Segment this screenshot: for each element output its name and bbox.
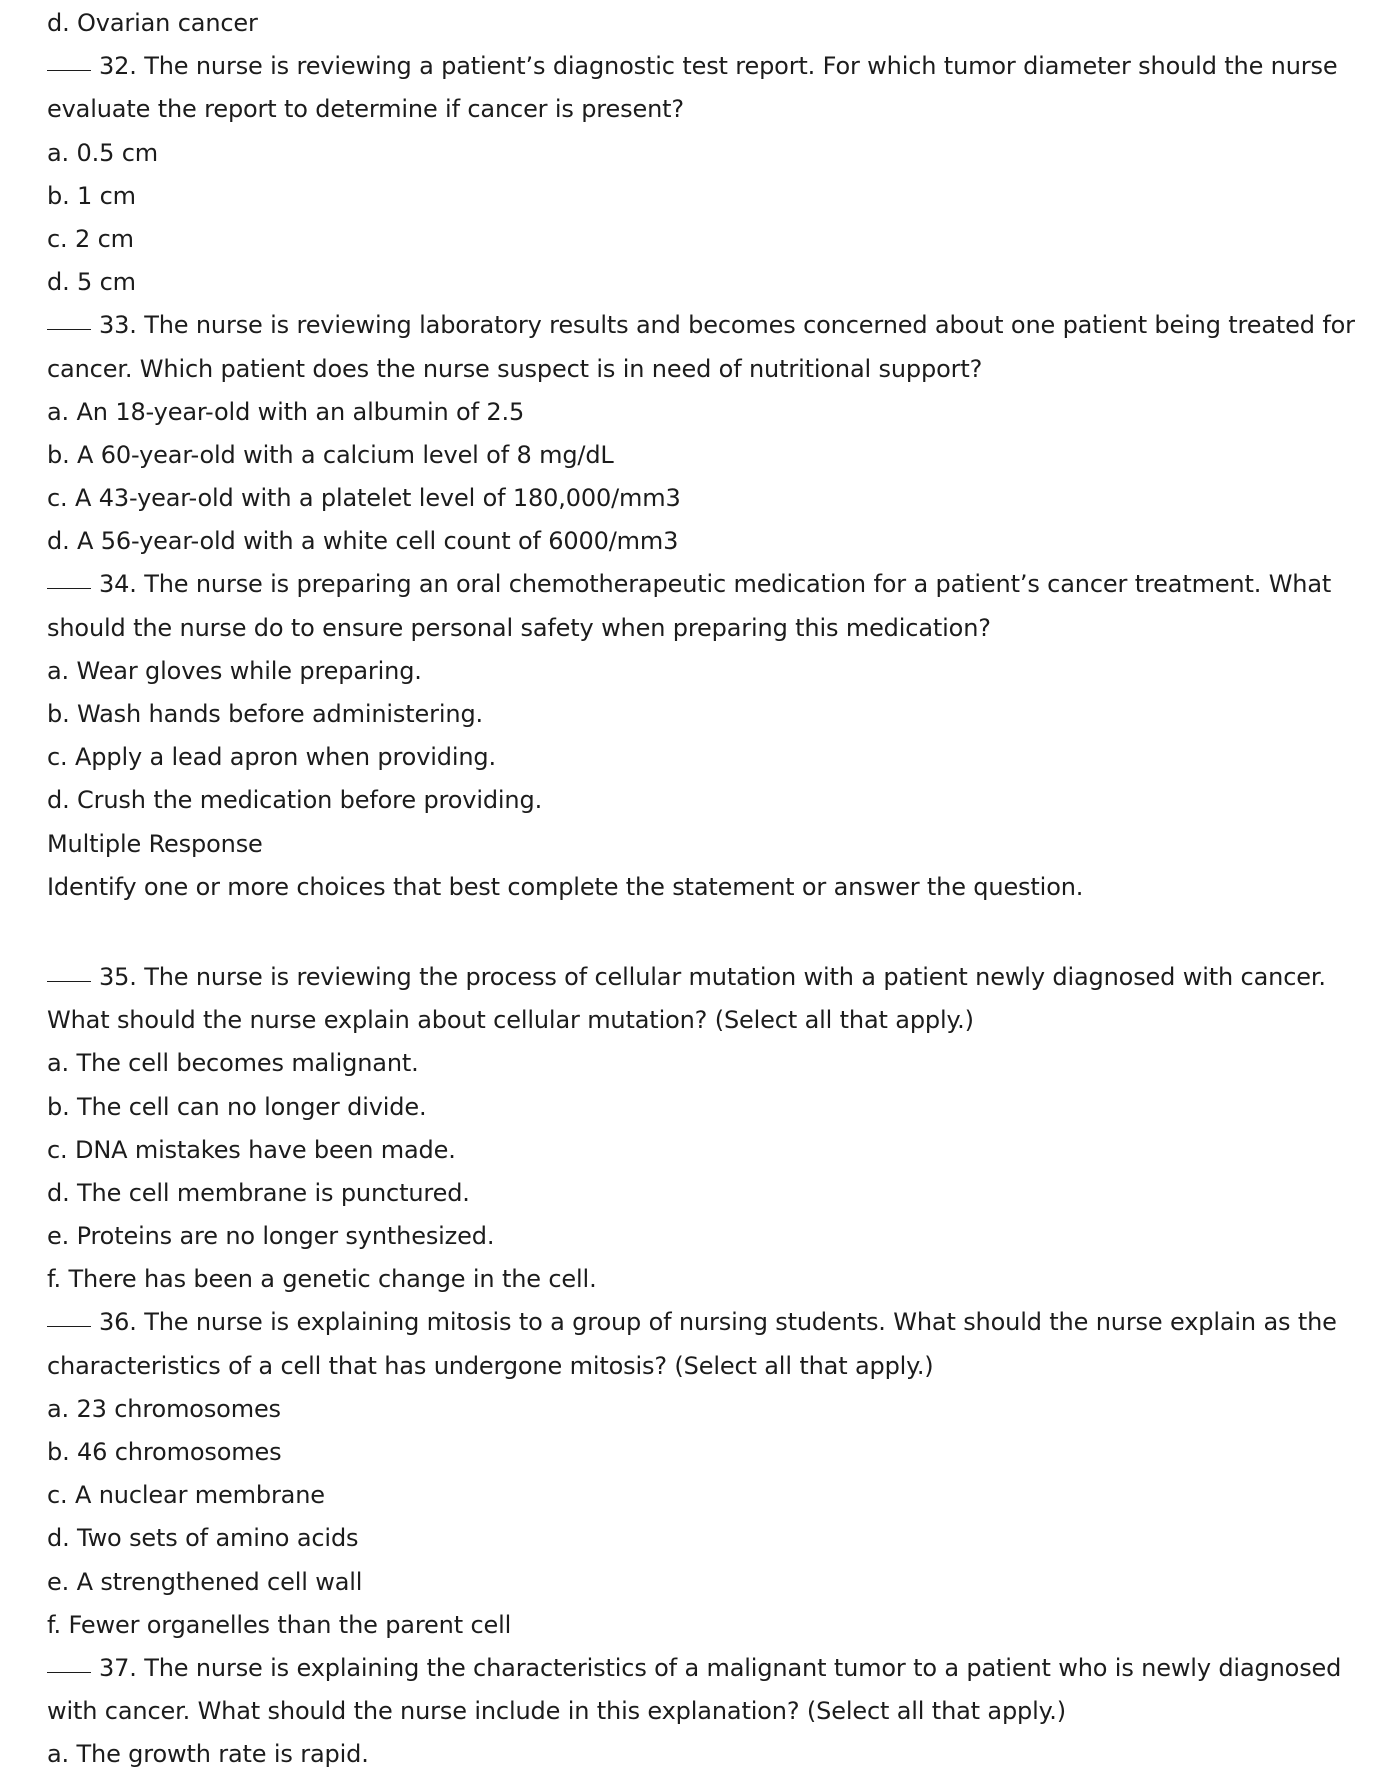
option-q32-d: d. 5 cm [47, 268, 136, 297]
section-instruction: Identify one or more choices that best complete the statement or answer the question. [47, 872, 1084, 901]
section-heading: Multiple Response [47, 829, 263, 858]
answer-blank-34[interactable] [47, 588, 91, 589]
question-35-text-2: What should the nurse explain about cellular mutation? (Select all that apply.) [47, 1006, 974, 1035]
option-q35-c: c. DNA mistakes have been made. [47, 1135, 456, 1164]
option-q35-a: a. The cell becomes malignant. [47, 1049, 419, 1078]
answer-blank-36[interactable] [47, 1326, 91, 1327]
option-q36-f: f. Fewer organelles than the parent cell [47, 1610, 512, 1639]
option-q36-b: b. 46 chromosomes [47, 1438, 282, 1466]
question-34-stem [47, 563, 1367, 606]
question-32-stem [47, 45, 1367, 88]
question-37-stem [47, 1647, 1367, 1690]
option-q35-d: d. The cell membrane is punctured. [47, 1178, 470, 1207]
option-q34-d: d. Crush the medication before providing. [47, 786, 543, 815]
option-q32-b: b. 1 cm [47, 181, 136, 210]
option-q33-b: b. A 60-year-old with a calcium level of 8 mg/dL [47, 440, 614, 469]
question-37-text-2: with cancer. What should the nurse include in this explanation? (Select all that apply.) [47, 1697, 1066, 1726]
question-32-text-1: 32. The nurse is reviewing a patient’s diagnostic test report. For which tumor diameter should the nurse [99, 52, 1338, 81]
option-q35-f: f. There has been a genetic change in the cell. [47, 1265, 597, 1294]
question-33-stem [47, 304, 1367, 347]
question-33-text-2: cancer. Which patient does the nurse suspect is in need of nutritional support? [47, 354, 983, 383]
question-35-stem [47, 956, 1367, 999]
option-q35-e: e. Proteins are no longer synthesized. [47, 1222, 495, 1251]
option-q36-d: d. Two sets of amino acids [47, 1524, 359, 1553]
option-q37-a: a. The growth rate is rapid. [47, 1740, 369, 1769]
question-34-text-2: should the nurse do to ensure personal safety when preparing this medication? [47, 613, 991, 642]
option-q35-b: b. The cell can no longer divide. [47, 1092, 427, 1121]
question-37-text-1: 37. The nurse is explaining the characteristics of a malignant tumor to a patient who is newly diagnosed [99, 1653, 1342, 1682]
option-q34-c: c. Apply a lead apron when providing. [47, 743, 496, 772]
option-q34-b: b. Wash hands before administering. [47, 700, 484, 728]
answer-blank-37[interactable] [47, 1672, 91, 1673]
quiz-page [47, 2, 1367, 1777]
section-spacer [47, 909, 1367, 956]
question-36-text-1: 36. The nurse is explaining mitosis to a group of nursing students. What should the nurse explain as the [99, 1308, 1337, 1337]
option-q34-a: a. Wear gloves while preparing. [47, 656, 422, 685]
question-36-text-2: characteristics of a cell that has undergone mitosis? (Select all that apply.) [47, 1351, 934, 1380]
question-32-text-2: evaluate the report to determine if cancer is present? [47, 95, 684, 124]
question-36-stem [47, 1301, 1367, 1344]
question-35-text-1: 35. The nurse is reviewing the process of cellular mutation with a patient newly diagnosed with cancer. [99, 962, 1326, 991]
answer-blank-35[interactable] [47, 981, 91, 982]
option-q33-c: c. A 43-year-old with a platelet level of 180,000/mm3 [47, 484, 681, 513]
option-q36-e: e. A strengthened cell wall [47, 1567, 363, 1596]
option-q33-a: a. An 18-year-old with an albumin of 2.5 [47, 397, 525, 426]
question-33-text-1: 33. The nurse is reviewing laboratory results and becomes concerned about one patient being treated for [99, 311, 1355, 340]
question-34-text-1: 34. The nurse is preparing an oral chemotherapeutic medication for a patient’s cancer treatment. What [99, 570, 1332, 599]
option-q36-c: c. A nuclear membrane [47, 1481, 325, 1510]
answer-blank-32[interactable] [47, 70, 91, 71]
option-q33-d: d. A 56-year-old with a white cell count of 6000/mm3 [47, 527, 679, 556]
answer-blank-33[interactable] [47, 329, 91, 330]
option-q32-c: c. 2 cm [47, 224, 134, 253]
option-q31-d: d. Ovarian cancer [47, 9, 258, 37]
option-q32-a: a. 0.5 cm [47, 138, 158, 167]
option-q36-a: a. 23 chromosomes [47, 1394, 281, 1423]
